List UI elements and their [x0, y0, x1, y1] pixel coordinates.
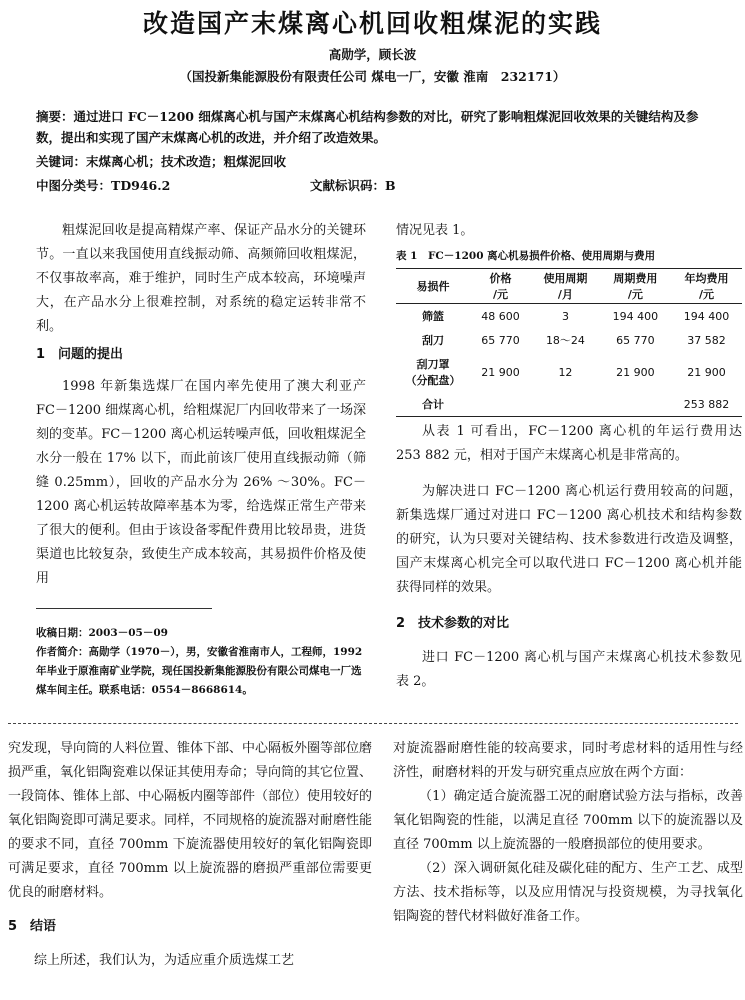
- table-header-row: [396, 269, 742, 304]
- abstract-label: 摘要：: [36, 109, 74, 124]
- page-title: 改造国产末煤离心机回收粗煤泥的实践: [142, 9, 602, 38]
- table-header-cell: 周期费用 /元: [600, 269, 671, 304]
- right-column-lead: [396, 219, 742, 243]
- clc-value: TD946.2: [111, 178, 171, 193]
- footnote-rule: [36, 608, 212, 609]
- table-header-cell: 价格 /元: [470, 269, 531, 304]
- table-cell: [600, 392, 671, 417]
- right-column-upper: [396, 420, 742, 694]
- table-cell: 194 400: [683, 309, 730, 323]
- continued-paragraph: 究发现，导向筒的人料位置、锥体下部、中心隔板外圈等部位磨损严重，氧化铝陶瓷难以保证其使用寿命；导向筒的其它位置、一段筒体、锥体上部、中心隔板内圈等部件（部位）使用较好的氧化铝陶瓷即可满足要求。同样，不同规格的旋流器对耐磨性能的要求不同，直径 700mm 下旋流器使用较好的氧化铝陶瓷即可满足要求，直径 700mm 以上旋流器的磨损严重部位需要更优良的耐磨材料。: [8, 741, 373, 900]
- authors: 高勋学，顾长波: [328, 47, 417, 62]
- table-cell: [470, 392, 531, 417]
- table-cell: 65 770: [616, 333, 655, 347]
- point-1-paragraph: （1）确定适合旋流器工况的耐磨试验方法与指标，改善氧化铝陶瓷的性能，以满足直径 700mm 以下的旋流器以及直径 700mm 以上旋流器的一般磨损部位的使用要求。: [393, 789, 743, 852]
- table-lead: 情况见表 1。: [396, 223, 474, 238]
- table-cell: 21 900: [616, 365, 655, 379]
- doc-code: [310, 176, 396, 194]
- table-row: [396, 392, 742, 417]
- table-cell: 筛篮: [422, 310, 444, 323]
- clc-label: 中图分类号：: [36, 178, 112, 193]
- left-column-lower: [8, 737, 372, 973]
- abstract-text: 通过进口 FC－1200 细煤离心机与国产末煤离心机结构参数的对比，研究了影响粗煤泥回收效果的关键结构及参数，提出和实现了国产末煤离心机的改进，并介绍了改造效果。: [36, 109, 699, 145]
- right-column-lower: [393, 737, 743, 929]
- table-cell: 21 900: [481, 365, 520, 379]
- table-header-cell: 使用周期 /月: [531, 269, 600, 304]
- doc-value: B: [385, 178, 396, 193]
- table-cell: 12: [558, 365, 573, 379]
- section-5-heading: 5 结语: [8, 919, 57, 934]
- intro-paragraph: 粗煤泥回收是提高精煤产率、保证产品水分的关键环节。一直以来我国使用直线振动筛、高频筛回收粗煤泥，不仅事故率高，难于维护，同时生产成本较高，环境噪声大，在产品水分上很难控制，对系统的稳定运转非常不利。: [36, 223, 366, 334]
- table-cell: 18～24: [545, 334, 585, 347]
- keywords-label: 关键词：: [36, 154, 87, 169]
- table-cell: 65 770: [481, 333, 520, 347]
- table-cell: 合计: [396, 392, 470, 417]
- table-1: [396, 268, 742, 417]
- table-cell: 刮刀: [422, 334, 444, 347]
- section-2-heading: 2 技术参数的对比: [396, 616, 510, 631]
- table-row: [396, 328, 742, 352]
- section-1-paragraph: 1998 年新集选煤厂在国内率先使用了澳大利亚产 FC－1200 细煤离心机，给粗煤泥厂内回收带来了一场深刻的变革。FC－1200 离心机运转噪声低，回收粗煤泥全水分一般在 17% 以下，而此前该厂使用直线振动筛（筛缝 0.25mm），回收的产品水分为 26% ～30%。FC－1200 离心机运转故障率基本为零，给选煤正常生产带来了很大的便利。但由于该设备零配件费用比较昂贵，进货渠道也比较复杂，致使生产成本较高，其易损件价格及使用: [36, 379, 366, 586]
- table-row: [396, 352, 742, 392]
- keywords-text: 末煤离心机；技术改造；粗煤泥回收: [86, 154, 287, 169]
- table-1-caption: 表 1 FC－1200 离心机易损件价格、使用周期与费用: [396, 250, 656, 262]
- received-date: 收稿日期：2003－05－09: [36, 627, 168, 639]
- table-cell: 253 882: [671, 392, 742, 417]
- doc-label: 文献标识码：: [310, 178, 386, 193]
- table-cell: 37 582: [687, 333, 726, 347]
- paragraph-solution: 为解决进口 FC－1200 离心机运行费用较高的问题，新集选煤厂通过对进口 FC－1200 离心机技术和结构参数的研究，认为只要对关键结构、技术参数进行改造及调整，国产末煤离心机完全可以取代进口 FC－1200 离心机并能获得同样的效果。: [396, 484, 742, 595]
- author-info: 作者简介：高勋学（1970－），男，安徽省淮南市人，工程师，1992 年毕业于原淮南矿业学院，现任国投新集能源股份有限公司煤电一厂选煤车间主任。联系电话：0554－8668614。: [36, 646, 363, 696]
- continued-paragraph-right: 对旋流器耐磨性能的较高要求，同时考虑材料的适用性与经济性，耐磨材料的开发与研究重点应放在两个方面：: [393, 741, 743, 780]
- table-cell: 3: [561, 309, 569, 323]
- table-cell: 刮刀罩 （分配盘）: [405, 358, 461, 387]
- section-2-paragraph: 进口 FC－1200 离心机与国产末煤离心机技术参数见表 2。: [396, 650, 742, 689]
- table-cell: 48 600: [481, 309, 520, 323]
- abstract: [36, 106, 716, 148]
- point-2-paragraph: （2）深入调研氮化硅及碳化硅的配方、生产工艺、成型方法、技术指标等，以及应用情况与投资规模，为寻找氧化铝陶瓷的替代材料做好准备工作。: [393, 861, 743, 924]
- paragraph-table-summary: 从表 1 可看出，FC－1200 离心机的年运行费用达 253 882 元，相对于国产末煤离心机是非常高的。: [396, 424, 742, 463]
- section-1-heading: 1 问题的提出: [36, 347, 124, 362]
- table-cell: [531, 392, 600, 417]
- table-header-cell: 年均费用 /元: [671, 269, 742, 304]
- table-row: [396, 304, 742, 329]
- left-column-upper: [36, 219, 366, 591]
- classification: [36, 176, 716, 194]
- page-cut-divider: [8, 723, 738, 724]
- keywords: [36, 152, 716, 170]
- table-cell: 21 900: [687, 365, 726, 379]
- footnote: [36, 624, 366, 700]
- table-cell: 194 400: [612, 309, 659, 323]
- affiliation: （国投新集能源股份有限责任公司 煤电一厂，安徽 淮南 232171）: [179, 69, 566, 84]
- table-header-cell: 易损件: [396, 269, 470, 304]
- conclusion-paragraph: 综上所述，我们认为，为适应重介质选煤工艺: [34, 953, 295, 968]
